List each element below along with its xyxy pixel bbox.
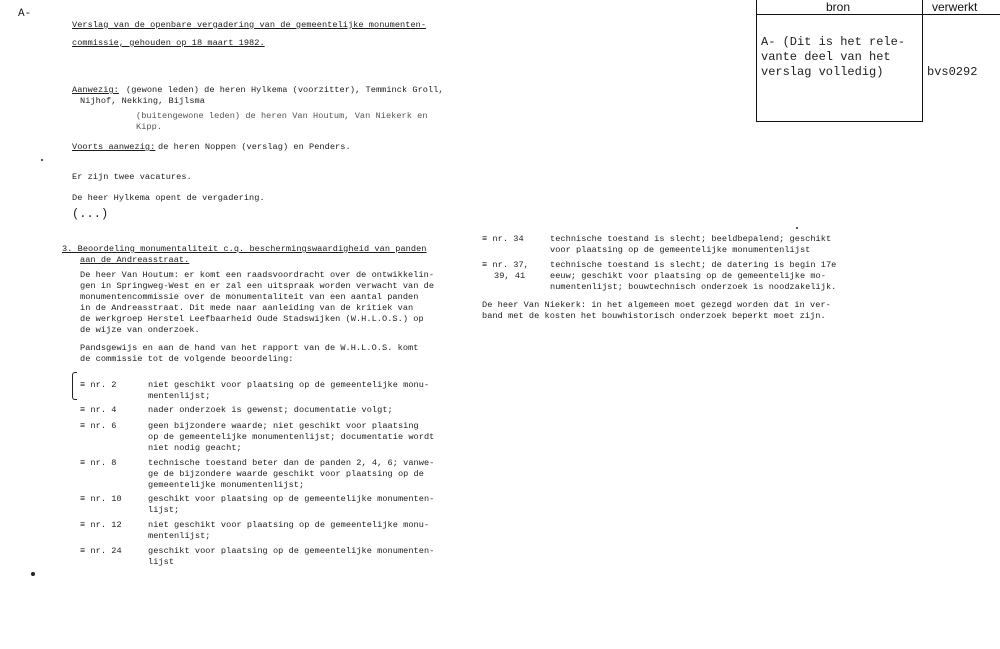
margin-bracket [72,372,77,400]
intro-line-2: de commissie tot de volgende beoordeling: [80,354,294,364]
item-number-continued: 39, 41 [494,271,526,281]
section-heading-1: 3. Beoordeling monumentaliteit c.q. beschermingswaardigheid van panden [62,244,427,254]
item-line: numentenlijst; bouwtechnisch onderzoek is noodzakelijk. [550,282,837,292]
item-line: eeuw; geschikt voor plaatsing op de gemeentelijke mo- [550,271,826,281]
item-number: ≡ nr. 6 [80,421,117,431]
item-line: technische toestand is slecht; de datering is begin 17e [550,260,837,270]
para-line-5: de werkgroep Herstel Leefbaarheid Oude Stadswijken (W.H.L.O.S.) op [80,314,424,324]
item-line: gemeentelijke monumentenlijst; [148,480,305,490]
header-bron: bron [826,0,851,14]
table-header-rule [756,14,1000,15]
table-border-left [756,0,757,122]
margin-dot [31,572,35,576]
item-line: lijst; [148,505,180,515]
para-line-6: de wijze van onderzoek. [80,325,200,335]
corner-mark: A- [18,8,32,20]
table-divider [922,0,923,122]
ellipsis-text: (...) [72,207,109,221]
vacancies-text: Er zijn twee vacatures. [72,172,192,182]
table-bottom-rule [756,121,923,122]
item-number: ≡ nr. 4 [80,405,117,415]
closing-line-1: De heer Van Niekerk: in het algemeen moet gezegd worden dat in ver- [482,300,831,310]
item-number: ≡ nr. 34 [482,234,524,244]
attendance-line-2: Nijhof, Nekking, Bijlsma [80,96,205,106]
margin-dot [41,159,43,161]
item-line: ge de bijzondere waarde geschikt voor plaatsing op de [148,469,424,479]
verwerkt-cell-text: bvs0292 [927,65,978,79]
margin-dot [796,227,798,229]
item-line: technische toestand is slecht; beeldbepalend; geschikt [550,234,832,244]
attendance-label: Aanwezig: [72,85,119,95]
item-number: ≡ nr. 8 [80,458,117,468]
item-line: mentenlijst; [148,531,211,541]
item-line: niet geschikt voor plaatsing op de gemeentelijke monu- [148,380,430,390]
header-verwerkt: verwerkt [932,0,978,14]
attendance-line-4: Kipp. [136,122,163,132]
bron-cell-text: A- (Dit is het rele- vante deel van het verslag volledig) [761,35,906,79]
attendance-line-1: (gewone leden) de heren Hylkema (voorzitter), Temminck Groll, [126,85,444,95]
item-line: lijst [148,557,175,567]
closing-line-2: band met de kosten het bouwhistorisch onderzoek beperkt moet zijn. [482,311,826,321]
item-line: mentenlijst; [148,391,211,401]
item-line: geen bijzondere waarde; niet geschikt voor plaatsing [148,421,419,431]
para-line-4: in de Andreasstraat. Dit mede naar aanleiding van de kritiek van [80,303,414,313]
item-line: voor plaatsing op de gemeentelijke monumentenlijst [550,245,811,255]
item-line: niet nodig geacht; [148,443,242,453]
item-number: ≡ nr. 37, [482,260,529,270]
intro-line-1: Pandsgewijs en aan de hand van het rapport van de W.H.L.O.S. komt [80,343,419,353]
item-line: geschikt voor plaatsing op de gemeentelijke monumenten- [148,494,435,504]
para-line-3: monumentencommissie over de monumentaliteit van een aantal panden [80,292,419,302]
item-line: nader onderzoek is gewenst; documentatie volgt; [148,405,393,415]
title-line-1: Verslag van de openbare vergadering van de gemeentelijke monumenten- [72,20,427,30]
also-present-label: Voorts aanwezig: [72,142,156,152]
attendance-line-3: (buitengewone leden) de heren Van Houtum, Van Niekerk en [136,111,428,121]
opening-text: De heer Hylkema opent de vergadering. [72,193,265,203]
item-line: niet geschikt voor plaatsing op de gemeentelijke monu- [148,520,430,530]
source-table [756,0,1000,122]
para-line-1: De heer Van Houtum: er komt een raadsvoordracht over de ontwikkelin- [80,270,435,280]
item-number: ≡ nr. 24 [80,546,122,556]
item-line: technische toestand beter dan de panden 2, 4, 6; vanwe- [148,458,435,468]
section-heading-2: aan de Andreasstraat. [80,255,190,265]
item-line: op de gemeentelijke monumentenlijst; documentatie wordt [148,432,435,442]
para-line-2: gen in Springweg-West en er zal een uitspraak worden verwacht van de [80,281,435,291]
item-line: geschikt voor plaatsing op de gemeentelijke monumenten- [148,546,435,556]
item-number: ≡ nr. 2 [80,380,117,390]
item-number: ≡ nr. 12 [80,520,122,530]
also-present-text: de heren Noppen (verslag) en Penders. [158,142,351,152]
item-number: ≡ nr. 10 [80,494,122,504]
title-line-2: commissie, gehouden op 18 maart 1982. [72,38,265,48]
